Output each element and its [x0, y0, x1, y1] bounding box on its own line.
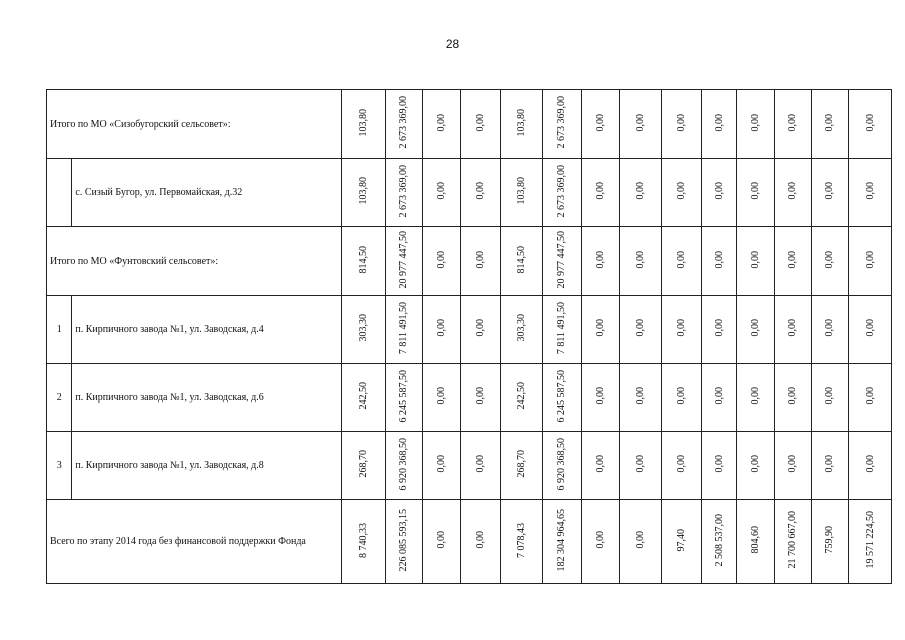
value-cell [701, 296, 737, 364]
value-cell [460, 432, 501, 500]
cell-value: 0,00 [787, 250, 799, 269]
cell-value: 0,00 [675, 319, 687, 337]
cell-value: 0,00 [713, 182, 725, 200]
value-cell [662, 296, 702, 364]
cell-value: 0,00 [750, 387, 762, 405]
value-cell [385, 159, 423, 227]
value-cell [385, 227, 423, 296]
cell-value: 226 085 593,15 [398, 508, 410, 572]
value-cell [620, 159, 662, 227]
value-cell [423, 296, 461, 364]
cell-value: 0,00 [475, 113, 487, 132]
value-cell [662, 227, 702, 296]
grand-total-row [47, 500, 892, 584]
cell-value: 0,00 [675, 387, 687, 405]
cell-value: 20 977 447,50 [556, 230, 568, 289]
value-cell [849, 364, 892, 432]
cell-value: 0,00 [595, 250, 607, 269]
cell-value: 0,00 [824, 387, 836, 405]
cell-value: 7 078,43 [516, 522, 528, 558]
value-cell [662, 159, 702, 227]
cell-value: 0,00 [435, 250, 447, 269]
value-cell [423, 432, 461, 500]
cell-value: 6 920 368,50 [556, 437, 568, 491]
cell-value: 0,00 [864, 455, 876, 473]
value-cell [460, 296, 501, 364]
value-cell [543, 432, 582, 500]
value-cell [543, 90, 582, 159]
value-cell [662, 432, 702, 500]
cell-value: 0,00 [595, 319, 607, 337]
cell-value: 0,00 [475, 455, 487, 473]
grand-total-label: Всего по этапу 2014 года без финансовой поддержки Фонда [47, 500, 342, 584]
value-cell [341, 432, 385, 500]
subtotal-label: Итого по МО «Сизобугорский сельсовет»: [47, 90, 342, 159]
subtotal-label: Итого по МО «Фунтовский сельсовет»: [47, 227, 342, 296]
cell-value: 268,70 [516, 450, 528, 478]
value-cell [774, 159, 811, 227]
value-cell [662, 500, 702, 584]
value-cell [737, 432, 775, 500]
address-label: п. Кирпичного завода №1, ул. Заводская, д.8 [72, 432, 341, 500]
cell-value: 0,00 [435, 319, 447, 337]
value-cell [460, 90, 501, 159]
table-row [47, 432, 892, 500]
cell-value: 0,00 [713, 113, 725, 132]
cell-value: 759,90 [824, 526, 836, 554]
subtotal-row [47, 227, 892, 296]
cell-value: 0,00 [713, 455, 725, 473]
address-label: п. Кирпичного завода №1, ул. Заводская, д.6 [72, 364, 341, 432]
cell-value: 0,00 [750, 182, 762, 200]
value-cell [423, 500, 461, 584]
cell-value: 804,60 [750, 526, 762, 554]
value-cell [385, 500, 423, 584]
cell-value: 2 673 369,00 [556, 164, 568, 218]
row-index: 1 [47, 296, 72, 364]
cell-value: 0,00 [635, 387, 647, 405]
cell-value: 0,00 [864, 182, 876, 200]
cell-value: 0,00 [675, 250, 687, 269]
value-cell [811, 296, 849, 364]
cell-value: 0,00 [595, 455, 607, 473]
cell-value: 0,00 [864, 250, 876, 269]
value-cell [341, 500, 385, 584]
value-cell [460, 227, 501, 296]
housing-program-table [46, 89, 892, 584]
cell-value: 0,00 [787, 113, 799, 132]
cell-value: 303,30 [357, 314, 369, 342]
cell-value: 0,00 [713, 319, 725, 337]
value-cell [460, 500, 501, 584]
cell-value: 7 811 491,50 [556, 301, 568, 355]
cell-value: 0,00 [475, 531, 487, 549]
cell-value: 6 245 587,50 [556, 369, 568, 423]
cell-value: 0,00 [595, 182, 607, 200]
value-cell [662, 364, 702, 432]
value-cell [811, 364, 849, 432]
cell-value: 242,50 [516, 382, 528, 410]
cell-value: 0,00 [713, 387, 725, 405]
value-cell [701, 364, 737, 432]
value-cell [501, 227, 543, 296]
value-cell [581, 296, 620, 364]
value-cell [811, 227, 849, 296]
value-cell [811, 159, 849, 227]
value-cell [543, 500, 582, 584]
value-cell [423, 90, 461, 159]
cell-value: 2 508 537,00 [713, 513, 725, 567]
value-cell [581, 432, 620, 500]
cell-value: 0,00 [635, 250, 647, 269]
value-cell [774, 90, 811, 159]
cell-value: 20 977 447,50 [398, 230, 410, 289]
value-cell [811, 432, 849, 500]
value-cell [662, 90, 702, 159]
cell-value: 103,80 [357, 177, 369, 205]
cell-value: 0,00 [675, 182, 687, 200]
value-cell [737, 90, 775, 159]
value-cell [849, 159, 892, 227]
cell-value: 0,00 [787, 455, 799, 473]
cell-value: 0,00 [595, 113, 607, 132]
cell-value: 0,00 [475, 387, 487, 405]
cell-value: 0,00 [787, 182, 799, 200]
cell-value: 0,00 [824, 250, 836, 269]
cell-value: 0,00 [750, 250, 762, 269]
value-cell [849, 432, 892, 500]
value-cell [737, 500, 775, 584]
cell-value: 2 673 369,00 [556, 96, 568, 149]
cell-value: 0,00 [475, 182, 487, 200]
cell-value: 0,00 [864, 387, 876, 405]
value-cell [774, 500, 811, 584]
value-cell [701, 432, 737, 500]
cell-value: 0,00 [635, 531, 647, 549]
cell-value: 0,00 [824, 319, 836, 337]
value-cell [774, 364, 811, 432]
value-cell [811, 500, 849, 584]
address-label: с. Сизый Бугор, ул. Первомайская, д.32 [72, 159, 341, 227]
value-cell [701, 500, 737, 584]
cell-value: 0,00 [595, 531, 607, 549]
value-cell [423, 227, 461, 296]
cell-value: 0,00 [675, 113, 687, 132]
page-number: 28 [445, 37, 460, 51]
cell-value: 0,00 [750, 455, 762, 473]
value-cell [581, 500, 620, 584]
address-label: п. Кирпичного завода №1, ул. Заводская, д.4 [72, 296, 341, 364]
value-cell [460, 159, 501, 227]
cell-value: 303,30 [516, 314, 528, 342]
value-cell [501, 159, 543, 227]
value-cell [620, 296, 662, 364]
cell-value: 242,50 [357, 382, 369, 410]
value-cell [341, 90, 385, 159]
value-cell [701, 159, 737, 227]
cell-value: 0,00 [635, 455, 647, 473]
cell-value: 0,00 [435, 113, 447, 132]
cell-value: 6 245 587,50 [398, 369, 410, 423]
value-cell [620, 90, 662, 159]
value-cell [581, 159, 620, 227]
table-row [47, 364, 892, 432]
cell-value: 0,00 [824, 113, 836, 132]
value-cell [701, 90, 737, 159]
value-cell [774, 296, 811, 364]
cell-value: 0,00 [475, 250, 487, 269]
cell-value: 0,00 [787, 319, 799, 337]
value-cell [581, 227, 620, 296]
value-cell [501, 500, 543, 584]
value-cell [737, 227, 775, 296]
cell-value: 103,80 [357, 108, 369, 137]
cell-value: 103,80 [516, 108, 528, 137]
cell-value: 0,00 [864, 113, 876, 132]
cell-value: 0,00 [750, 113, 762, 132]
value-cell [849, 296, 892, 364]
cell-value: 814,50 [516, 245, 528, 274]
cell-value: 19 571 224,50 [864, 511, 876, 569]
value-cell [543, 227, 582, 296]
value-cell [737, 296, 775, 364]
value-cell [543, 364, 582, 432]
value-cell [501, 90, 543, 159]
value-cell [385, 432, 423, 500]
cell-value: 21 700 667,00 [787, 511, 799, 569]
row-index: 2 [47, 364, 72, 432]
cell-value: 8 740,33 [357, 522, 369, 558]
table-row [47, 159, 892, 227]
value-cell [543, 296, 582, 364]
cell-value: 0,00 [864, 319, 876, 337]
value-cell [501, 296, 543, 364]
value-cell [701, 227, 737, 296]
table-body [47, 90, 892, 584]
cell-value: 0,00 [787, 387, 799, 405]
value-cell [341, 364, 385, 432]
cell-value: 0,00 [824, 455, 836, 473]
value-cell [341, 227, 385, 296]
value-cell [385, 296, 423, 364]
cell-value: 0,00 [435, 531, 447, 549]
value-cell [811, 90, 849, 159]
cell-value: 97,40 [675, 528, 687, 552]
value-cell [620, 500, 662, 584]
value-cell [774, 227, 811, 296]
value-cell [341, 159, 385, 227]
value-cell [737, 159, 775, 227]
value-cell [849, 227, 892, 296]
cell-value: 6 920 368,50 [398, 437, 410, 491]
value-cell [849, 90, 892, 159]
value-cell [460, 364, 501, 432]
value-cell [341, 296, 385, 364]
value-cell [620, 364, 662, 432]
cell-value: 0,00 [435, 387, 447, 405]
value-cell [385, 364, 423, 432]
cell-value: 182 304 964,65 [556, 508, 568, 572]
cell-value: 103,80 [516, 177, 528, 205]
cell-value: 0,00 [675, 455, 687, 473]
cell-value: 2 673 369,00 [398, 96, 410, 149]
cell-value: 814,50 [357, 245, 369, 274]
cell-value: 0,00 [713, 250, 725, 269]
row-index [47, 159, 72, 227]
value-cell [501, 364, 543, 432]
cell-value: 0,00 [824, 182, 836, 200]
row-index: 3 [47, 432, 72, 500]
cell-value: 0,00 [635, 319, 647, 337]
value-cell [581, 364, 620, 432]
value-cell [423, 364, 461, 432]
table-row [47, 296, 892, 364]
cell-value: 0,00 [435, 182, 447, 200]
value-cell [620, 432, 662, 500]
cell-value: 268,70 [357, 450, 369, 478]
value-cell [620, 227, 662, 296]
cell-value: 0,00 [475, 319, 487, 337]
value-cell [737, 364, 775, 432]
value-cell [385, 90, 423, 159]
cell-value: 2 673 369,00 [398, 164, 410, 218]
subtotal-row [47, 90, 892, 159]
cell-value: 7 811 491,50 [398, 301, 410, 355]
value-cell [501, 432, 543, 500]
value-cell [774, 432, 811, 500]
value-cell [849, 500, 892, 584]
value-cell [581, 90, 620, 159]
cell-value: 0,00 [635, 182, 647, 200]
cell-value: 0,00 [595, 387, 607, 405]
value-cell [423, 159, 461, 227]
cell-value: 0,00 [435, 455, 447, 473]
cell-value: 0,00 [635, 113, 647, 132]
value-cell [543, 159, 582, 227]
cell-value: 0,00 [750, 319, 762, 337]
